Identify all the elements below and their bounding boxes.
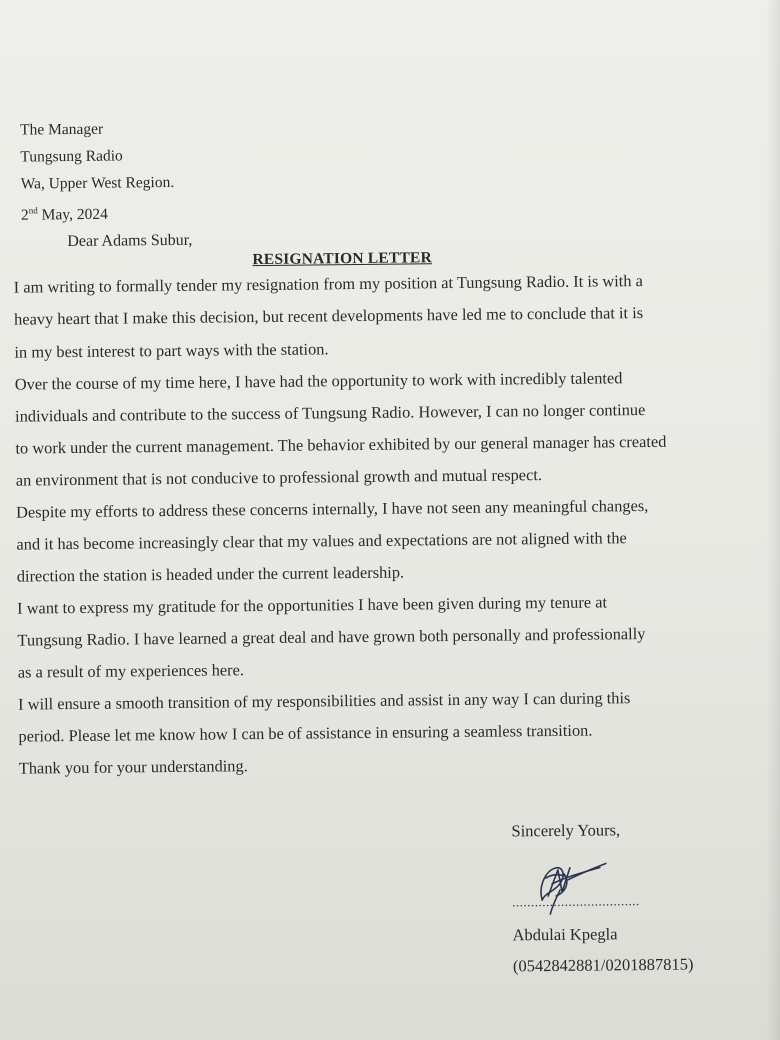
closing: Sincerely Yours, [511,820,621,841]
signature-line: .................................. [512,893,640,910]
signature [512,855,653,918]
body-line: Despite my efforts to address these concerns internally, I have not seen any meaningful changes, [16,495,649,522]
body-line: Thank you for your understanding. [18,756,248,778]
signer-name: Abdulai Kpegla [512,924,618,945]
recipient-address: Wa, Upper West Region. [20,173,175,193]
body-line: Tungsung Radio. I have learned a great deal and have grown both personally and professionally [17,624,646,650]
body-line: and it has become increasingly clear that my values and expectations are not aligned with the [16,528,627,554]
body-line: as a result of my experiences here. [17,660,245,682]
body-line: in my best interest to part ways with the station. [14,339,329,362]
body-line: individuals and contribute to the success of Tungsung Radio. However, I can no longer continue [15,400,646,426]
date-suffix: nd [28,205,38,216]
letter-heading: RESIGNATION LETTER [252,249,433,269]
body-line: direction the station is headed under the current leadership. [16,562,405,586]
salutation: Dear Adams Subur, [67,231,193,251]
recipient-organization: Tungsung Radio [20,147,123,166]
date-month-year: May, 2024 [37,205,108,224]
recipient-title: The Manager [20,120,104,139]
body-line: I want to express my gratitude for the opportunities I have been given during my tenure at [17,592,608,618]
body-line: period. Please let me know how I can be of assistance in ensuring a seamless transition. [18,720,593,746]
body-line: an environment that is not conducive to professional growth and mutual respect. [15,465,543,490]
body-line: I am writing to formally tender my resignation from my position at Tungsung Radio. It is with a [13,271,643,297]
body-line: Over the course of my time here, I have had the opportunity to work with incredibly talented [14,368,623,394]
signer-phone-numbers: (0542842881/0201887815) [512,954,694,976]
body-line: I will ensure a smooth transition of my responsibilities and assist in any way I can during this [18,688,631,714]
body-line: to work under the current management. The behavior exhibited by our general manager has created [15,431,667,458]
date-day: 2 [20,206,29,224]
letter-date [21,205,108,225]
body-line: heavy heart that I make this decision, but recent developments have led me to conclude that it is [13,303,644,329]
